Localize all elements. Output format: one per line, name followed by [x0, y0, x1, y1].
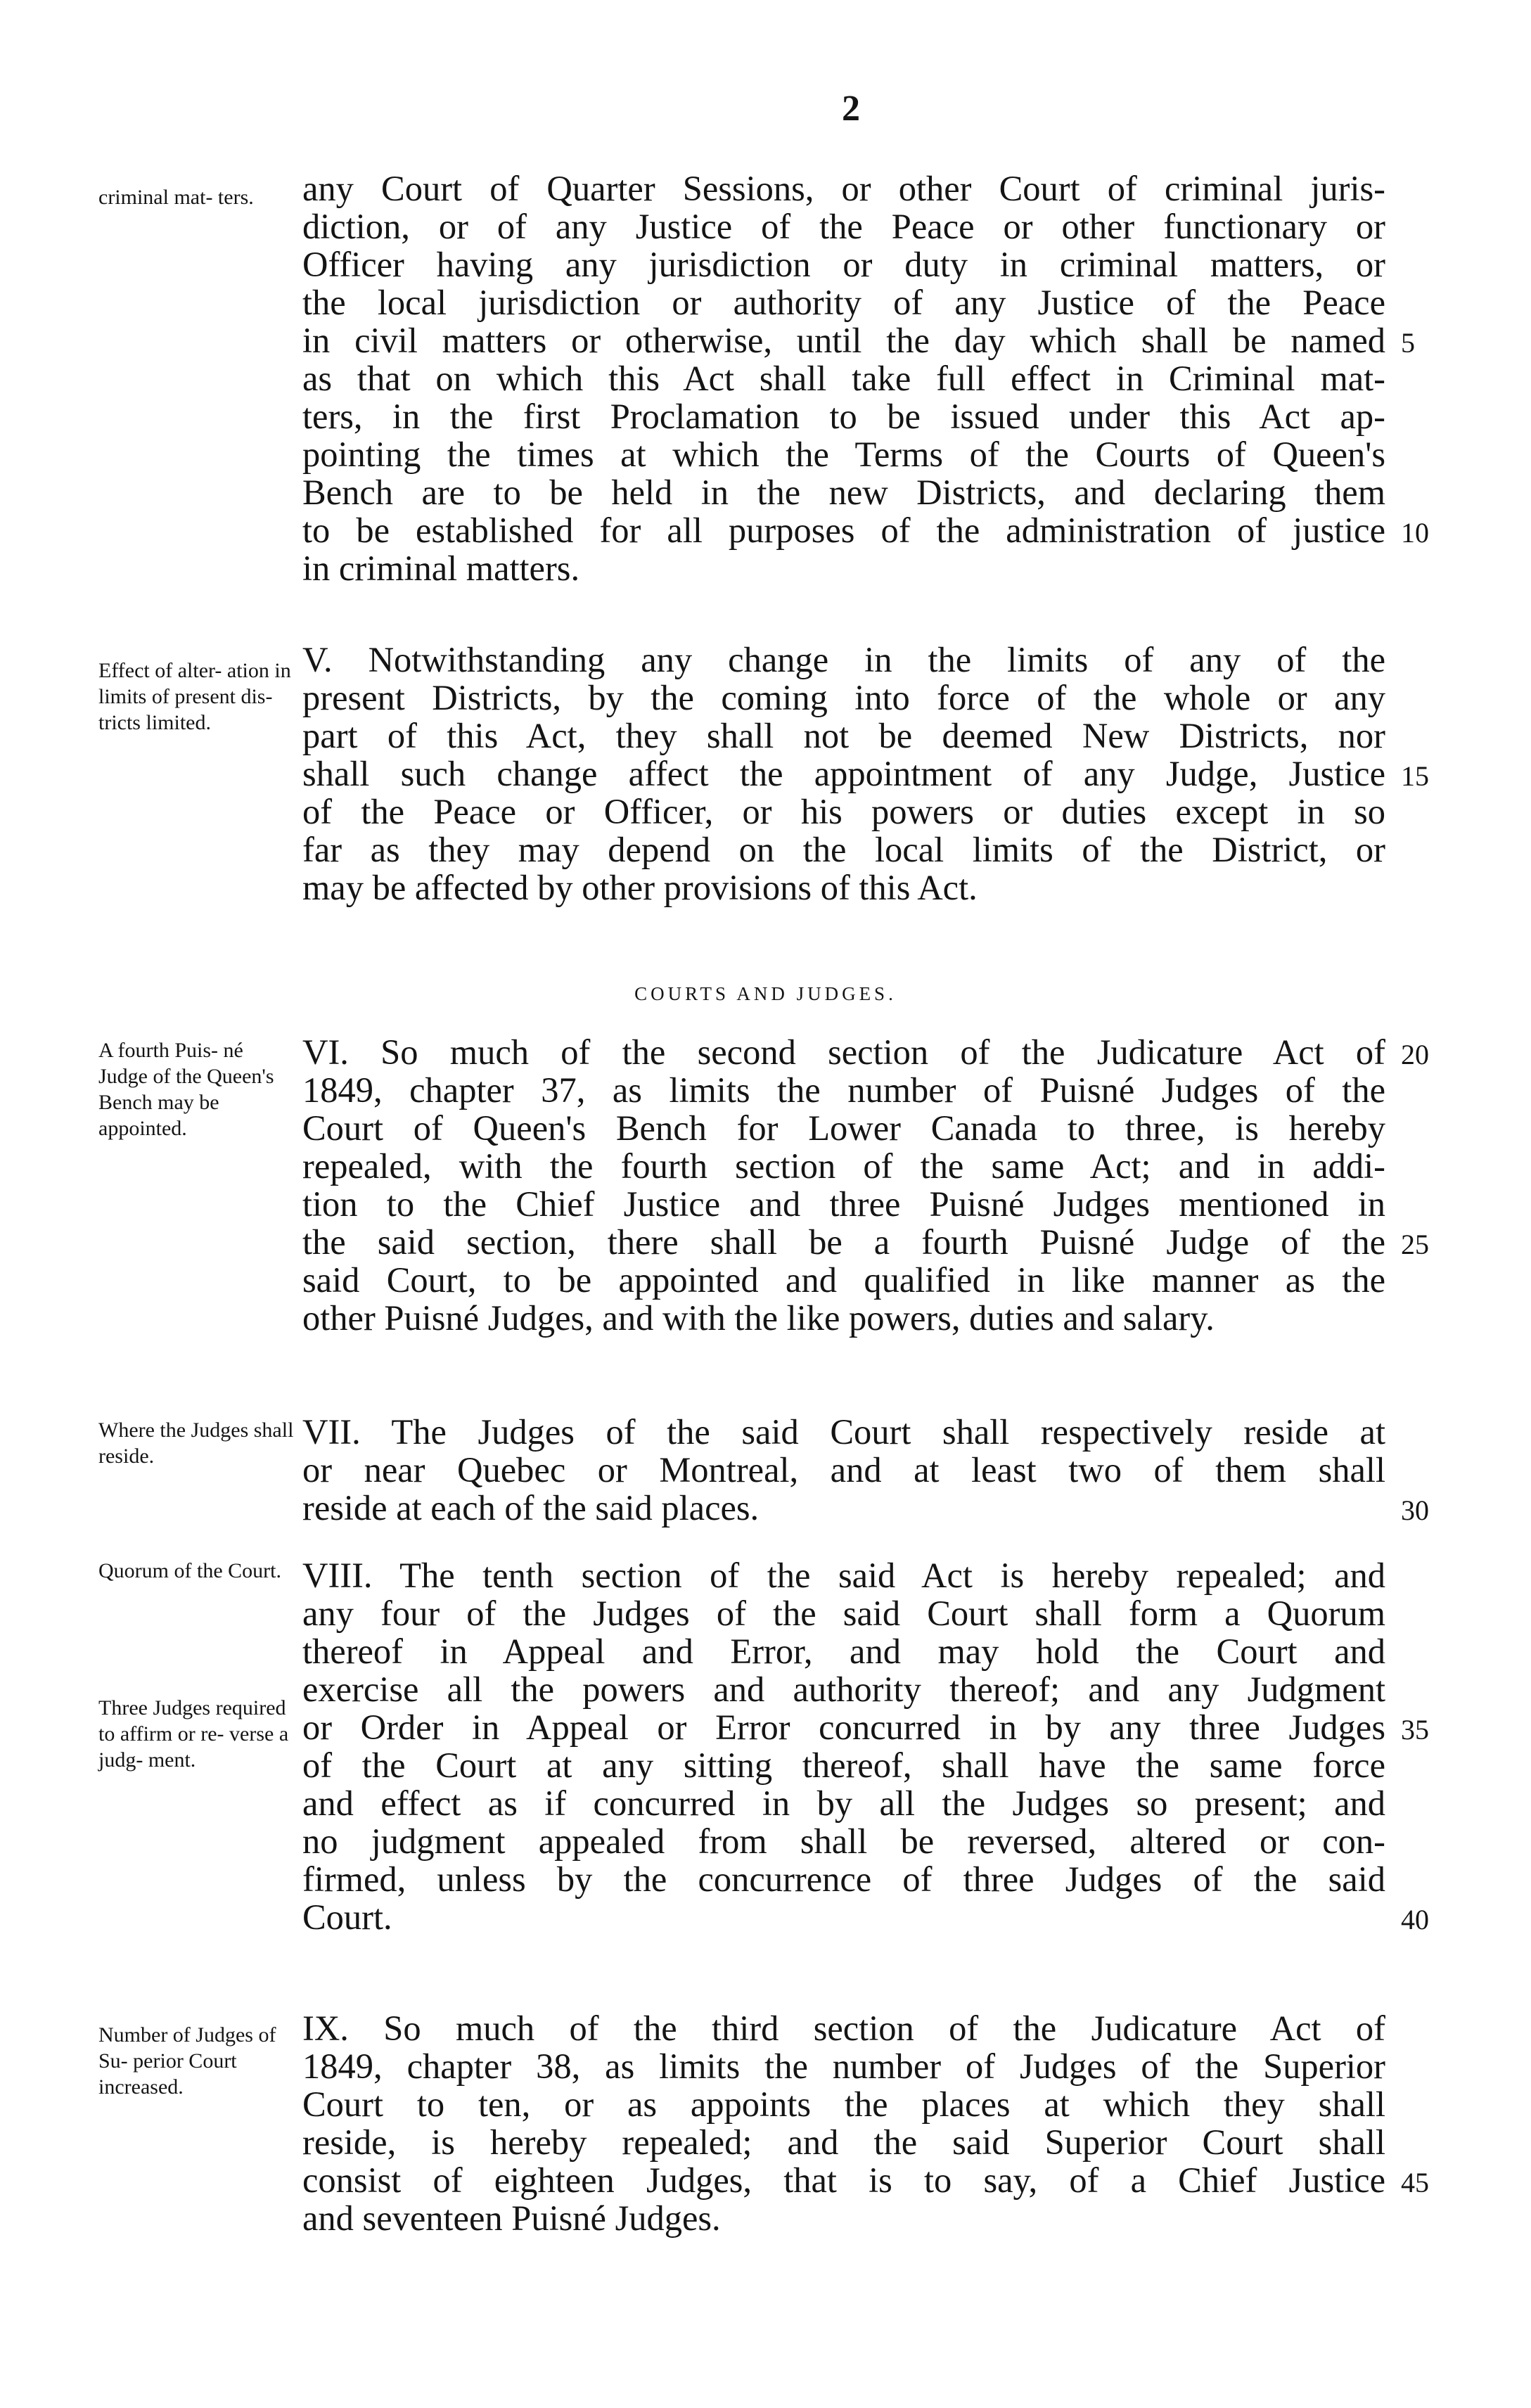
body-line: Bench are to be held in the new Districts, and declaring them	[302, 473, 1385, 512]
body-line: firmed, unless by the concurrence of three Judges of the said	[302, 1859, 1385, 1899]
margin-note-three-judges: Three Judges required to affirm or re- verse a judg- ment.	[98, 1696, 289, 1772]
body-line: VII. The Judges of the said Court shall respectively reside at	[302, 1412, 1385, 1452]
body-line: exercise all the powers and authority thereof; and any Judgment	[302, 1670, 1385, 1709]
body-line: 1849, chapter 37, as limits the number of Puisné Judges of the	[302, 1070, 1385, 1110]
body-line: reside at each of the said places.	[302, 1488, 760, 1528]
line-number: 25	[1401, 1229, 1429, 1260]
margin-note-number-of-judges: Number of Judges of Su- perior Court increased.	[98, 2023, 276, 2099]
body-line: and seventeen Puisné Judges.	[302, 2198, 721, 2238]
body-line: said Court, to be appointed and qualified in like manner as the	[302, 1260, 1385, 1300]
body-line: shall such change affect the appointment of any Judge, Justice	[302, 754, 1385, 793]
body-line: VIII. The tenth section of the said Act is hereby repealed; and	[302, 1556, 1385, 1595]
body-line: 1849, chapter 38, as limits the number of Judges of the Superior	[302, 2047, 1385, 2086]
body-line: reside, is hereby repealed; and the said Superior Court shall	[302, 2122, 1385, 2162]
margin-note-criminal-matters: criminal mat- ters.	[98, 186, 254, 209]
body-line: any four of the Judges of the said Court shall form a Quorum	[302, 1594, 1385, 1633]
body-line: diction, or of any Justice of the Peace or other functionary or	[302, 207, 1385, 246]
body-line: Officer having any jurisdiction or duty in criminal matters, or	[302, 245, 1385, 284]
body-line: may be affected by other provisions of this Act.	[302, 868, 978, 907]
body-line: VI. So much of the second section of the Judicature Act of	[302, 1032, 1385, 1072]
body-line: no judgment appealed from shall be reversed, altered or con-	[302, 1821, 1385, 1861]
body-line: Court.	[302, 1897, 392, 1937]
body-line: IX. So much of the third section of the Judicature Act of	[302, 2009, 1385, 2048]
body-line: and effect as if concurred in by all the Judges so present; and	[302, 1783, 1385, 1823]
margin-note-quorum-of-court: Quorum of the Court.	[98, 1559, 281, 1582]
body-line: the local jurisdiction or authority of any Justice of the Peace	[302, 283, 1385, 322]
body-line: in civil matters or otherwise, until the day which shall be named	[302, 321, 1385, 360]
line-number: 5	[1401, 327, 1415, 359]
body-line: or Order in Appeal or Error concurred in by any three Judges	[302, 1708, 1385, 1747]
margin-note-fourth-puisne-judge: A fourth Puis- né Judge of the Queen's Bench may be appointed.	[98, 1039, 274, 1140]
section-heading: COURTS AND JUDGES.	[634, 983, 897, 1004]
body-line: to be established for all purposes of the administration of justice	[302, 511, 1385, 550]
body-line: part of this Act, they shall not be deemed New Districts, nor	[302, 716, 1385, 755]
page-number: 2	[842, 89, 860, 129]
line-number: 20	[1401, 1039, 1429, 1070]
body-line: far as they may depend on the local limits of the District, or	[302, 830, 1385, 869]
body-line: thereof in Appeal and Error, and may hold the Court and	[302, 1632, 1385, 1671]
line-number: 35	[1401, 1714, 1429, 1746]
body-line: of the Court at any sitting thereof, shall have the same force	[302, 1746, 1385, 1785]
margin-note-where-judges-reside: Where the Judges shall reside.	[98, 1418, 294, 1468]
line-number: 10	[1401, 517, 1429, 549]
line-number: 30	[1401, 1494, 1429, 1526]
body-line: pointing the times at which the Terms of the Courts of Queen's	[302, 435, 1385, 474]
body-line: consist of eighteen Judges, that is to say, of a Chief Justice	[302, 2160, 1385, 2200]
body-line: V. Notwithstanding any change in the limits of any of the	[302, 640, 1385, 679]
body-line: of the Peace or Officer, or his powers or duties except in so	[302, 792, 1385, 831]
line-number: 40	[1401, 1904, 1429, 1935]
margin-note-effect-of-alteration: Effect of alter- ation in limits of present dis- tricts limited.	[98, 659, 291, 734]
body-line: repealed, with the fourth section of the same Act; and in addi-	[302, 1146, 1385, 1186]
body-line: or near Quebec or Montreal, and at least two of them shall	[302, 1450, 1385, 1490]
body-line: Court of Queen's Bench for Lower Canada to three, is hereby	[302, 1108, 1385, 1148]
body-line: any Court of Quarter Sessions, or other Court of criminal juris-	[302, 169, 1385, 208]
body-line: Court to ten, or as appoints the places at which they shall	[302, 2084, 1385, 2124]
body-line: other Puisné Judges, and with the like powers, duties and salary.	[302, 1298, 1215, 1338]
body-line: the said section, there shall be a fourth Puisné Judge of the	[302, 1222, 1385, 1262]
body-line: in criminal matters.	[302, 549, 580, 588]
body-line: tion to the Chief Justice and three Puisné Judges mentioned in	[302, 1184, 1385, 1224]
body-line: as that on which this Act shall take full effect in Criminal mat-	[302, 359, 1385, 398]
line-number: 45	[1401, 2167, 1429, 2198]
line-number: 15	[1401, 760, 1429, 792]
body-line: ters, in the first Proclamation to be issued under this Act ap-	[302, 397, 1385, 436]
body-line: present Districts, by the coming into force of the whole or any	[302, 678, 1385, 717]
